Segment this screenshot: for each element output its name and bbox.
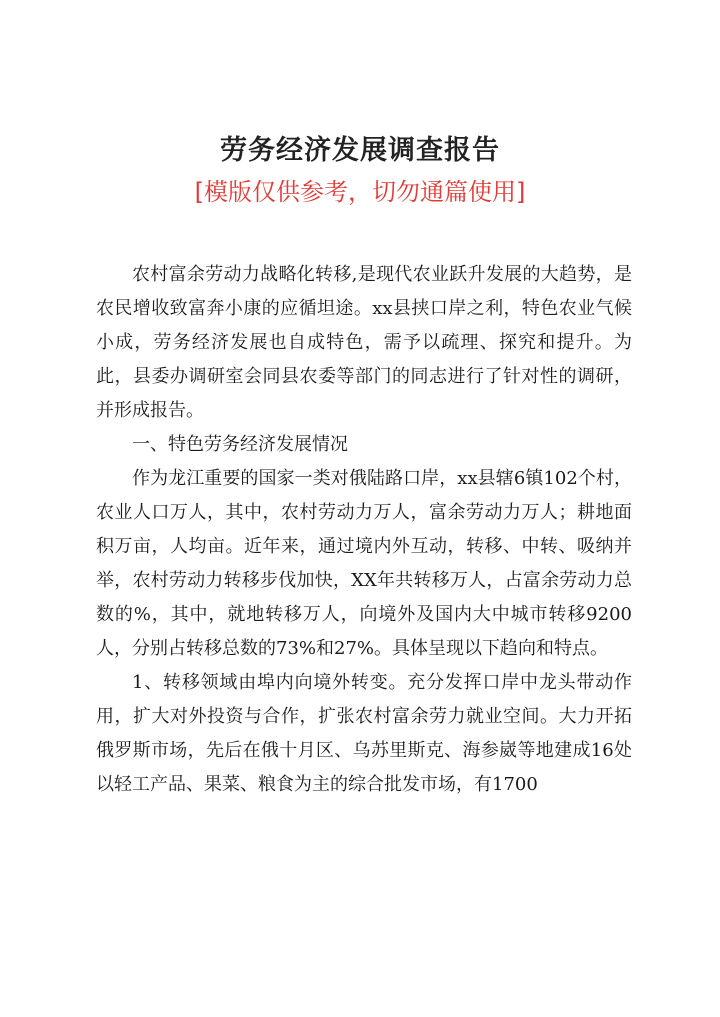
document-body (96, 258, 632, 802)
paragraph-intro: 农村富余劳动力战略化转移,是现代农业跃升发展的大趋势，是农民增收致富奔小康的应循坦途。xx县挟口岸之利，特色农业气候小成，劳务经济发展也自成特色，需予以疏理、探究和提升。为此，县委办调研室会同县农委等部门的同志进行了针对性的调研，并形成报告。 (96, 264, 632, 421)
paragraph-point-1: 1、转移领域由埠内向境外转变。充分发挥口岸中龙头带动作用，扩大对外投资与合作，扩张农村富余劳力就业空间。大力开拓俄罗斯市场，先后在俄十月区、乌苏里斯克、海参崴等地建成16处以轻工产品、果菜、粮食为主的综合批发市场，有1700 (96, 672, 632, 795)
document-title: 劳务经济发展调查报告 (220, 135, 500, 166)
section-heading: 一、特色劳务经济发展情况 (132, 434, 348, 455)
document-subtitle: [模版仅供参考，切勿通篇使用] (194, 178, 526, 206)
paragraph-overview: 作为龙江重要的国家一类对俄陆路口岸，xx县辖6镇102个村，农业人口万人，其中，农村劳动力万人，富余劳动力万人；耕地面积万亩，人均亩。近年来，通过境内外互动，转移、中转、吸纳并举，农村劳动力转移步伐加快，XX年共转移万人，占富余劳动力总数的%，其中，就地转移万人，向境外及国内大中城市转移9200人，分别占转移总数的73%和27%。具体呈现以下趋向和特点。 (96, 468, 632, 659)
